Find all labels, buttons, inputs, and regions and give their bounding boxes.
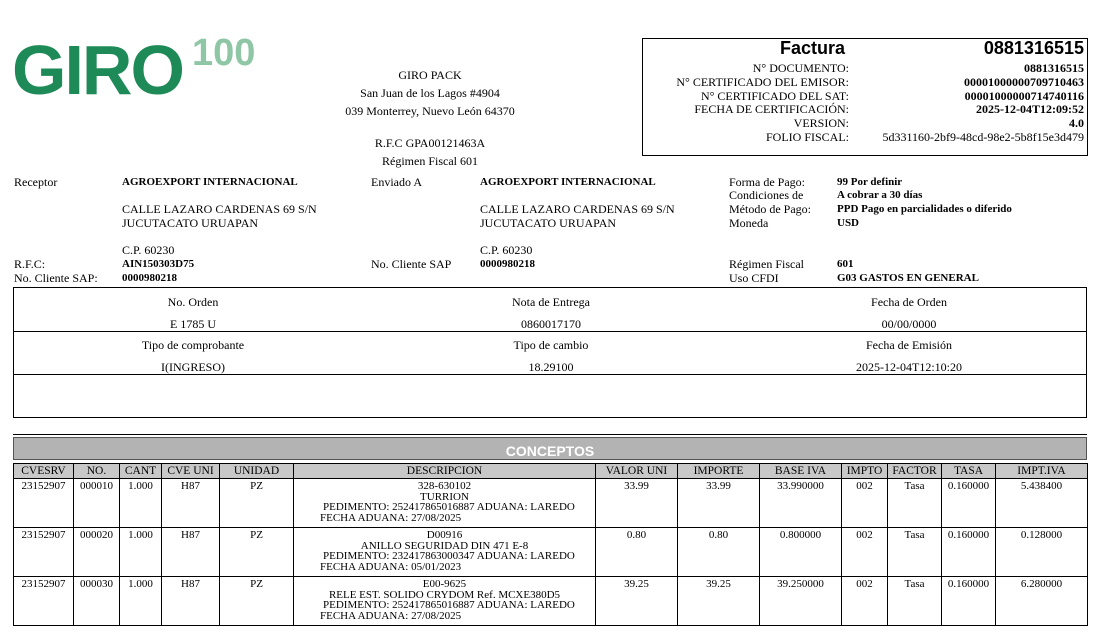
uso-cfdi-label: Uso CFDI bbox=[729, 271, 779, 285]
cell-unidad: PZ bbox=[220, 577, 294, 626]
tipo-comprobante-value: I(INGRESO) bbox=[161, 360, 225, 374]
fecha-emision-value: 2025-12-04T12:10:20 bbox=[856, 360, 962, 374]
enviado-address-1: CALLE LAZARO CARDENAS 69 S/N bbox=[480, 202, 675, 216]
cert-sat-value: 00001000000714740116 bbox=[964, 88, 1084, 103]
desc-code: E00-9625 bbox=[422, 578, 467, 590]
cell-no: 000030 bbox=[74, 577, 120, 626]
order-info-box bbox=[13, 287, 1087, 418]
folio-fiscal-label: FOLIO FISCAL: bbox=[765, 129, 849, 144]
invoice-title: Factura bbox=[780, 38, 846, 58]
orden-value: E 1785 U bbox=[170, 317, 216, 331]
cell-cvesrv: 23152907 bbox=[14, 479, 74, 528]
cert-date-value: 2025-12-04T12:09:52 bbox=[976, 102, 1084, 117]
enviado-client: 0000980218 bbox=[480, 258, 535, 270]
receptor-cp: C.P. 60230 bbox=[122, 243, 175, 257]
col-header-factor: FACTOR bbox=[888, 464, 942, 479]
conceptos-table bbox=[13, 463, 1088, 626]
cert-date-label: FECHA DE CERTIFICACIÓN: bbox=[694, 102, 849, 117]
logo-text: GIRO bbox=[12, 32, 183, 98]
cell-valor-uni: 0.80 bbox=[596, 528, 678, 577]
table-header-row bbox=[14, 464, 1088, 479]
fecha-orden-label: Fecha de Orden bbox=[871, 295, 947, 309]
company-address-1: San Juan de los Lagos #4904 bbox=[360, 86, 500, 100]
condiciones-label: Condiciones de bbox=[729, 188, 804, 202]
logo-suffix: 100 bbox=[192, 32, 256, 74]
tipo-comprobante-label: Tipo de comprobante bbox=[141, 338, 245, 352]
enviado-cp: C.P. 60230 bbox=[480, 243, 533, 257]
receptor-rfc-label: R.F.C: bbox=[14, 257, 46, 271]
cell-factor: Tasa bbox=[888, 577, 942, 626]
desc-fecha-aduana: FECHA ADUANA: 27/08/2025 bbox=[320, 511, 462, 524]
desc-name: TURRION bbox=[420, 490, 469, 503]
receptor-address-2: JUCUTACATO URUAPAN bbox=[122, 216, 259, 230]
version-value: 4.0 bbox=[1069, 116, 1084, 131]
receptor-rfc: AIN150303D75 bbox=[122, 258, 195, 270]
cert-sat-label: N° CERTIFICADO DEL SAT: bbox=[700, 88, 849, 103]
cell-no: 000010 bbox=[74, 479, 120, 528]
cell-base-iva: 39.250000 bbox=[760, 577, 842, 626]
cell-valor-uni: 33.99 bbox=[596, 479, 678, 528]
invoice-labels bbox=[676, 62, 849, 145]
fecha-orden-value: 00/00/0000 bbox=[881, 317, 937, 331]
folio-fiscal-value: 5d331160-2bf9-48cd-98e2-5b8f15e3d479 bbox=[882, 129, 1084, 144]
tipo-cambio-label: Tipo de cambio bbox=[513, 338, 589, 352]
col-header-impto: IMPTO bbox=[842, 464, 888, 479]
cell-impt-iva: 5.438400 bbox=[996, 479, 1088, 528]
enviado-client-label: No. Cliente SAP bbox=[371, 257, 452, 271]
col-header-unidad: UNIDAD bbox=[220, 464, 294, 479]
cell-impto: 002 bbox=[842, 479, 888, 528]
invoice-values bbox=[882, 62, 1084, 145]
table-row bbox=[14, 528, 1088, 577]
invoice-header-box bbox=[642, 38, 1088, 156]
uso-cfdi-value: G03 GASTOS EN GENERAL bbox=[837, 272, 979, 284]
desc-pedimento: PEDIMENTO: 252417865016887 ADUANA: LAREDO bbox=[323, 501, 575, 513]
enviado-label: Enviado A bbox=[371, 175, 422, 189]
col-header-no: NO. bbox=[74, 464, 120, 479]
desc-code: D00916 bbox=[426, 529, 463, 541]
giro-100-logo bbox=[12, 32, 282, 103]
company-address-2: 039 Monterrey, Nuevo León 64370 bbox=[345, 104, 515, 118]
cell-no: 000020 bbox=[74, 528, 120, 577]
col-header-cve-uni: CVE UNI bbox=[162, 464, 220, 479]
cell-cant: 1.000 bbox=[120, 479, 162, 528]
cell-impto: 002 bbox=[842, 528, 888, 577]
conceptos-title: CONCEPTOS bbox=[13, 437, 1087, 460]
desc-code: 328-630102 bbox=[417, 480, 472, 492]
cell-importe: 33.99 bbox=[678, 479, 760, 528]
cell-cve-uni: H87 bbox=[162, 479, 220, 528]
cell-cant: 1.000 bbox=[120, 577, 162, 626]
receptor-name: AGROEXPORT INTERNACIONAL bbox=[122, 176, 298, 188]
enviado-name: AGROEXPORT INTERNACIONAL bbox=[480, 176, 656, 188]
company-name: GIRO PACK bbox=[398, 68, 462, 82]
doc-number-value: 0881316515 bbox=[1024, 61, 1084, 75]
cell-descripcion bbox=[294, 528, 596, 577]
cell-tasa: 0.160000 bbox=[942, 577, 996, 626]
doc-number-label: N° DOCUMENTO: bbox=[752, 61, 849, 75]
cell-cant: 1.000 bbox=[120, 528, 162, 577]
cell-tasa: 0.160000 bbox=[942, 528, 996, 577]
metodo-pago-label: Método de Pago: bbox=[729, 202, 811, 216]
forma-pago-value: 99 Por definir bbox=[837, 176, 903, 188]
metodo-pago-value: PPD Pago en parcialidades o diferido bbox=[837, 203, 1012, 215]
moneda-label: Moneda bbox=[729, 216, 769, 230]
col-header-importe: IMPORTE bbox=[678, 464, 760, 479]
receptor-client-label: No. Cliente SAP: bbox=[14, 271, 98, 285]
cell-factor: Tasa bbox=[888, 479, 942, 528]
col-header-base-iva: BASE IVA bbox=[760, 464, 842, 479]
cell-cve-uni: H87 bbox=[162, 577, 220, 626]
company-rfc: R.F.C GPA00121463A bbox=[374, 136, 486, 150]
cell-unidad: PZ bbox=[220, 479, 294, 528]
invoice-number: 0881316515 bbox=[983, 38, 1084, 58]
cell-cvesrv: 23152907 bbox=[14, 577, 74, 626]
cell-descripcion bbox=[294, 577, 596, 626]
cert-emisor-value: 00001000000709710463 bbox=[964, 74, 1084, 89]
cell-descripcion bbox=[294, 479, 596, 528]
cell-importe: 39.25 bbox=[678, 577, 760, 626]
desc-fecha-aduana: FECHA ADUANA: 27/08/2025 bbox=[320, 609, 462, 622]
col-header-descripcion: DESCRIPCION bbox=[294, 464, 596, 479]
cell-impt-iva: 0.128000 bbox=[996, 528, 1088, 577]
moneda-value: USD bbox=[837, 217, 860, 229]
desc-fecha-aduana: FECHA ADUANA: 05/01/2023 bbox=[320, 560, 462, 573]
cell-factor: Tasa bbox=[888, 528, 942, 577]
receptor-address-1: CALLE LAZARO CARDENAS 69 S/N bbox=[122, 202, 317, 216]
col-header-cvesrv: CVESRV bbox=[14, 464, 74, 479]
cell-base-iva: 33.990000 bbox=[760, 479, 842, 528]
company-regimen: Régimen Fiscal 601 bbox=[382, 154, 478, 168]
forma-pago-label: Forma de Pago: bbox=[729, 175, 805, 189]
nota-entrega-label: Nota de Entrega bbox=[512, 295, 590, 309]
tipo-cambio-value: 18.29100 bbox=[528, 360, 574, 374]
col-header-impt-iva: IMPT.IVA bbox=[996, 464, 1088, 479]
col-header-cant: CANT bbox=[120, 464, 162, 479]
condiciones-value: A cobrar a 30 días bbox=[837, 189, 923, 201]
cert-emisor-label: N° CERTIFICADO DEL EMISOR: bbox=[676, 74, 849, 89]
fecha-emision-label: Fecha de Emisión bbox=[866, 338, 952, 352]
cell-cve-uni: H87 bbox=[162, 528, 220, 577]
nota-entrega-value: 0860017170 bbox=[521, 317, 581, 331]
regimen-label: Régimen Fiscal bbox=[729, 257, 804, 271]
regimen-value: 601 bbox=[837, 258, 854, 270]
cell-impt-iva: 6.280000 bbox=[996, 577, 1088, 626]
desc-name: ANILLO SEGURIDAD DIN 471 E-8 bbox=[360, 539, 529, 552]
col-header-tasa: TASA bbox=[942, 464, 996, 479]
receptor-label: Receptor bbox=[14, 175, 58, 189]
cell-importe: 0.80 bbox=[678, 528, 760, 577]
receptor-client: 0000980218 bbox=[122, 272, 177, 284]
version-label: VERSION: bbox=[793, 116, 849, 131]
table-row bbox=[14, 577, 1088, 626]
enviado-address-2: JUCUTACATO URUAPAN bbox=[480, 216, 617, 230]
orden-label: No. Orden bbox=[167, 295, 219, 309]
desc-pedimento: PEDIMENTO: 232417863000347 ADUANA: LAREDO bbox=[323, 550, 575, 562]
desc-name: RELE EST. SOLIDO CRYDOM Ref. MCXE380D5 bbox=[328, 588, 561, 601]
desc-pedimento: PEDIMENTO: 252417865016887 ADUANA: LAREDO bbox=[323, 599, 575, 611]
cell-unidad: PZ bbox=[220, 528, 294, 577]
cell-valor-uni: 39.25 bbox=[596, 577, 678, 626]
col-header-valor-uni: VALOR UNI bbox=[596, 464, 678, 479]
cell-base-iva: 0.800000 bbox=[760, 528, 842, 577]
conceptos-rule bbox=[13, 434, 1087, 435]
company-info bbox=[320, 66, 540, 170]
cell-tasa: 0.160000 bbox=[942, 479, 996, 528]
cell-cvesrv: 23152907 bbox=[14, 528, 74, 577]
cell-impto: 002 bbox=[842, 577, 888, 626]
table-row bbox=[14, 479, 1088, 528]
